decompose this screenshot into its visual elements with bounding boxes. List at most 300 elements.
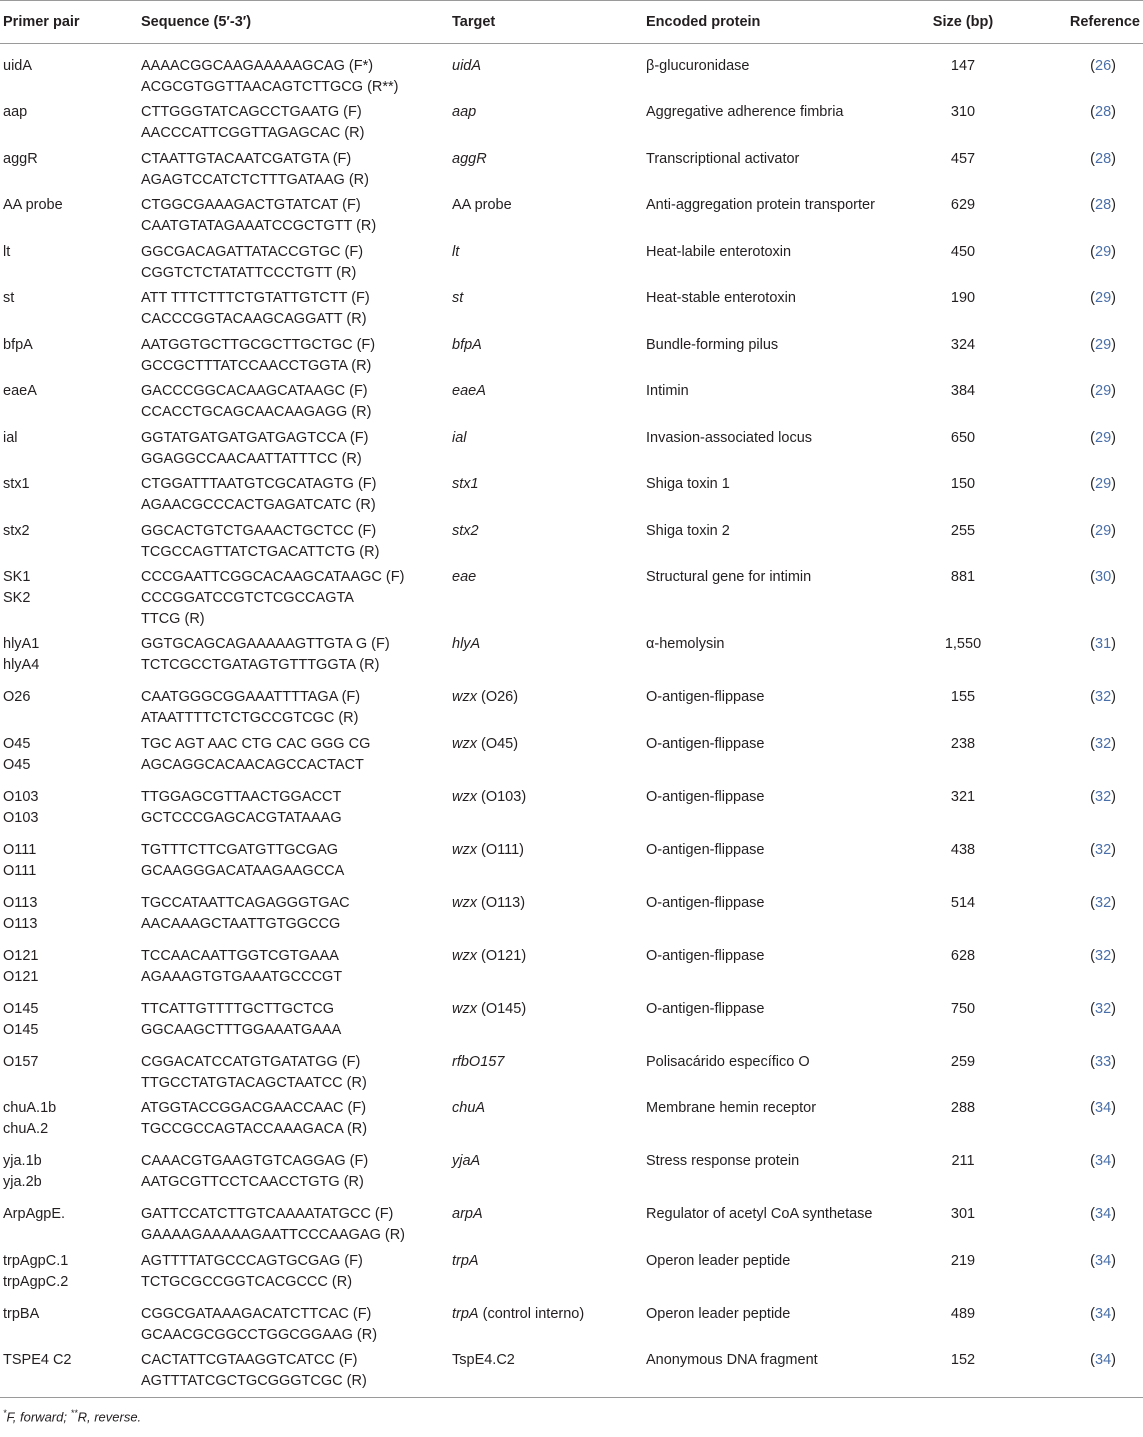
sequence-cell — [141, 238, 452, 285]
reference-link[interactable]: 32 — [1095, 689, 1112, 705]
paren-open: ( — [1090, 841, 1096, 858]
size-value: 321 — [950, 788, 976, 805]
reference-link[interactable]: 29 — [1095, 522, 1112, 539]
table-row — [0, 284, 1143, 331]
sequence-line: GGAGGCCAACAATTATTTCC (R) — [141, 450, 362, 467]
target-gene: bfpA — [452, 336, 482, 353]
reference-cell — [1026, 1300, 1143, 1347]
primer-pair-cell — [0, 470, 141, 517]
target-suffix: (O45) — [476, 735, 519, 752]
reference-cell — [1026, 630, 1143, 683]
paren-close: ) — [1111, 1305, 1116, 1322]
reference-link[interactable]: 32 — [1095, 735, 1112, 752]
size-cell — [900, 470, 1026, 517]
paren-open: ( — [1090, 947, 1096, 964]
size-cell — [900, 1200, 1026, 1247]
reference-cell — [1026, 517, 1143, 564]
sequence-cell — [141, 1346, 452, 1397]
sequence-line: TGCCATAATTCAGAGGGTGAC — [141, 894, 350, 911]
encoded-protein-cell — [646, 1048, 900, 1095]
sequence-cell — [141, 836, 452, 889]
encoded-protein: Operon leader peptide — [646, 1252, 791, 1269]
reference-link[interactable]: 32 — [1095, 1000, 1112, 1017]
sequence-cell — [141, 783, 452, 836]
size-cell — [900, 331, 1026, 378]
primer-name: aggR — [3, 150, 38, 167]
target-cell — [452, 1200, 646, 1247]
encoded-protein-cell — [646, 1147, 900, 1200]
target-gene: uidA — [452, 58, 482, 74]
table-row — [0, 44, 1143, 99]
reference-link[interactable]: 31 — [1095, 636, 1112, 652]
encoded-protein: Invasion-associated locus — [646, 429, 813, 446]
target-cell — [452, 942, 646, 995]
target-cell — [452, 331, 646, 378]
size-value: 628 — [950, 947, 976, 964]
target-gene: stx2 — [452, 522, 479, 539]
paren-close: ) — [1111, 383, 1116, 399]
sequence-line: CTTGGGTATCAGCCTGAATG (F) — [141, 104, 362, 120]
reference-cell — [1026, 98, 1143, 145]
paren-open: ( — [1090, 58, 1096, 74]
primer-name: O121 — [3, 947, 39, 964]
size-value: 324 — [950, 336, 976, 353]
sequence-cell — [141, 424, 452, 471]
sequence-cell — [141, 1247, 452, 1300]
table-row — [0, 730, 1143, 783]
primer-name: uidA — [3, 58, 33, 74]
encoded-protein: Stress response protein — [646, 1153, 800, 1169]
sequence-cell — [141, 331, 452, 378]
size-value: 288 — [950, 1100, 976, 1116]
primer-name: O145 — [3, 1000, 39, 1017]
size-cell — [900, 1346, 1026, 1397]
primer-pair-cell — [0, 1200, 141, 1247]
sequence-line: GACCCGGCACAAGCATAAGC (F) — [141, 383, 368, 399]
target-gene: rfbO157 — [452, 1053, 505, 1070]
target-cell — [452, 377, 646, 424]
encoded-protein-cell — [646, 942, 900, 995]
reference-cell — [1026, 424, 1143, 471]
sequence-line: GATTCCATCTTGTCAAAATATGCC (F) — [141, 1206, 394, 1222]
table-row — [0, 238, 1143, 285]
size-cell — [900, 191, 1026, 238]
paren-close: ) — [1111, 947, 1116, 964]
target-gene: wzx — [452, 689, 477, 705]
target-cell — [452, 517, 646, 564]
target-suffix: (O103) — [476, 788, 527, 805]
table-row — [0, 1094, 1143, 1147]
primer-pair-cell — [0, 377, 141, 424]
target-gene: aggR — [452, 150, 487, 167]
encoded-protein: O-antigen-flippase — [646, 788, 765, 805]
target-suffix: (O121) — [476, 947, 527, 964]
primer-name: O45 — [3, 735, 31, 752]
size-cell — [900, 563, 1026, 630]
target-cell — [452, 783, 646, 836]
sequence-line: GCAAGGGACATAAGAAGCCA — [141, 862, 345, 879]
encoded-protein: Aggregative adherence fimbria — [646, 104, 844, 120]
table-row — [0, 470, 1143, 517]
reference-link[interactable]: 29 — [1095, 383, 1112, 399]
sequence-line: GCCGCTTTATCCAACCTGGTA (R) — [141, 357, 372, 374]
table-row — [0, 1200, 1143, 1247]
encoded-protein-cell — [646, 630, 900, 683]
paren-close: ) — [1111, 569, 1116, 585]
sequence-line: GCTCCCGAGCACGTATAAAG — [141, 809, 342, 826]
table-row — [0, 1048, 1143, 1095]
paren-open: ( — [1090, 1153, 1096, 1169]
reference-link[interactable]: 34 — [1095, 1305, 1112, 1322]
target-cell — [452, 889, 646, 942]
paren-close: ) — [1111, 788, 1116, 805]
target-gene: hlyA — [452, 636, 481, 652]
paren-open: ( — [1090, 689, 1096, 705]
encoded-protein: Shiga toxin 2 — [646, 522, 730, 539]
primer-name: O26 — [3, 689, 31, 705]
primer-name: O157 — [3, 1053, 39, 1070]
encoded-protein: O-antigen-flippase — [646, 947, 765, 964]
paren-open: ( — [1090, 788, 1096, 805]
paren-open: ( — [1090, 1053, 1096, 1070]
paren-close: ) — [1111, 689, 1116, 705]
reference-link[interactable]: 32 — [1095, 894, 1112, 911]
target-gene: chuA — [452, 1100, 486, 1116]
sequence-line: TCTGCGCCGGTCACGCCC (R) — [141, 1273, 353, 1290]
reference-link[interactable]: 34 — [1095, 1252, 1112, 1269]
primer-name: O113 — [3, 915, 38, 932]
table-row — [0, 836, 1143, 889]
table-row — [0, 783, 1143, 836]
primer-name: SK1 — [3, 569, 31, 585]
primer-name: O121 — [3, 968, 39, 985]
primer-name: trpAgpC.1 — [3, 1252, 69, 1269]
paren-open: ( — [1090, 1206, 1096, 1222]
target-gene: aap — [452, 104, 477, 120]
primer-name: stx2 — [3, 522, 30, 539]
sequence-cell — [141, 284, 452, 331]
sequence-cell — [141, 1300, 452, 1347]
encoded-protein-cell — [646, 836, 900, 889]
reference-link[interactable]: 29 — [1095, 336, 1112, 353]
header-target: Target — [452, 1, 646, 44]
sequence-line: ATGGTACCGGACGAACCAAC (F) — [141, 1100, 367, 1116]
reference-link[interactable]: 32 — [1095, 947, 1112, 964]
table-row — [0, 145, 1143, 192]
sequence-cell — [141, 191, 452, 238]
paren-close: ) — [1111, 1153, 1116, 1169]
primer-pair-cell — [0, 284, 141, 331]
sequence-line: AGTTTATCGCTGCGGGTCGC (R) — [141, 1373, 367, 1389]
reference-link[interactable]: 28 — [1095, 197, 1112, 213]
reference-link[interactable]: 28 — [1095, 150, 1112, 167]
paren-close: ) — [1111, 1206, 1116, 1222]
table-row — [0, 1247, 1143, 1300]
paren-close: ) — [1111, 197, 1116, 213]
size-cell — [900, 517, 1026, 564]
sequence-line: ATT TTTCTTTCTGTATTGTCTT (F) — [141, 290, 370, 306]
primer-name: AA probe — [3, 197, 63, 213]
target-suffix: (O111) — [476, 841, 524, 858]
paren-open: ( — [1090, 1305, 1096, 1322]
size-cell — [900, 424, 1026, 471]
sequence-cell — [141, 563, 452, 630]
primer-pair-cell — [0, 517, 141, 564]
paren-close: ) — [1111, 1252, 1116, 1269]
sequence-line: AGCAGGCACAACAGCCACTACT — [141, 756, 364, 773]
reference-cell — [1026, 1147, 1143, 1200]
sequence-cell — [141, 517, 452, 564]
target-cell — [452, 145, 646, 192]
encoded-protein: Regulator of acetyl CoA synthetase — [646, 1206, 873, 1222]
primer-name: chuA.1b — [3, 1100, 57, 1116]
sequence-line: ACGCGTGGTTAACAGTCTTGCG (R**) — [141, 79, 399, 95]
target-gene: arpA — [452, 1206, 483, 1222]
sequence-cell — [141, 630, 452, 683]
paren-open: ( — [1090, 243, 1096, 260]
paren-close: ) — [1111, 1053, 1116, 1070]
target-gene: wzx — [452, 788, 477, 805]
primer-name: O145 — [3, 1021, 39, 1038]
encoded-protein: O-antigen-flippase — [646, 841, 765, 858]
reference-cell — [1026, 1346, 1143, 1397]
size-value: 190 — [950, 290, 976, 306]
encoded-protein-cell — [646, 995, 900, 1048]
target-cell — [452, 191, 646, 238]
size-value: 514 — [950, 894, 976, 911]
paren-open: ( — [1090, 1100, 1096, 1116]
primer-pair-cell — [0, 331, 141, 378]
sequence-line: CCACCTGCAGCAACAAGAGG (R) — [141, 404, 372, 420]
target-cell — [452, 1247, 646, 1300]
target-gene: wzx — [452, 894, 477, 911]
size-value: 457 — [950, 150, 976, 167]
sequence-line: GGTATGATGATGATGAGTCCA (F) — [141, 429, 369, 446]
encoded-protein-cell — [646, 1346, 900, 1397]
sequence-cell — [141, 1048, 452, 1095]
table-footnote — [0, 1408, 1143, 1424]
target-cell — [452, 683, 646, 730]
table-row — [0, 331, 1143, 378]
encoded-protein: Operon leader peptide — [646, 1305, 791, 1322]
reference-link[interactable]: 29 — [1095, 429, 1112, 446]
paren-open: ( — [1090, 636, 1096, 652]
encoded-protein: Membrane hemin receptor — [646, 1100, 817, 1116]
sequence-line: ATAATTTTCTCTGCCGTCGC (R) — [141, 710, 359, 726]
encoded-protein-cell — [646, 331, 900, 378]
size-value: 384 — [950, 383, 976, 399]
header-reference: Reference — [1026, 1, 1143, 44]
reference-link[interactable]: 28 — [1095, 104, 1112, 120]
primer-name: yja.1b — [3, 1153, 42, 1169]
footnote-text-1: F, forward; — [6, 1408, 71, 1424]
reference-link[interactable]: 33 — [1095, 1053, 1112, 1070]
paren-close: ) — [1111, 841, 1116, 858]
reference-cell — [1026, 683, 1143, 730]
primer-name: trpAgpC.2 — [3, 1273, 69, 1290]
target-cell — [452, 98, 646, 145]
table-row — [0, 889, 1143, 942]
size-value: 750 — [950, 1000, 976, 1017]
paren-close: ) — [1111, 1100, 1116, 1116]
paren-close: ) — [1111, 104, 1116, 120]
size-value: 881 — [950, 569, 976, 585]
encoded-protein-cell — [646, 889, 900, 942]
reference-link[interactable]: 29 — [1095, 476, 1112, 492]
primer-pair-cell — [0, 563, 141, 630]
header-size: Size (bp) — [900, 1, 1026, 44]
sequence-cell — [141, 1147, 452, 1200]
sequence-line: CACTATTCGTAAGGTCATCC (F) — [141, 1352, 358, 1368]
target-cell — [452, 44, 646, 99]
reference-link[interactable]: 32 — [1095, 788, 1112, 805]
primer-pair-cell — [0, 783, 141, 836]
primer-name: TSPE4 C2 — [3, 1352, 72, 1368]
primer-name: O45 — [3, 756, 31, 773]
paren-open: ( — [1090, 383, 1096, 399]
reference-link[interactable]: 29 — [1095, 290, 1112, 306]
encoded-protein: β-glucuronidase — [646, 58, 750, 74]
primer-name: ial — [3, 429, 18, 446]
sequence-line: GGCAAGCTTTGGAAATGAAA — [141, 1021, 342, 1038]
paren-close: ) — [1111, 735, 1116, 752]
primer-pair-cell — [0, 1247, 141, 1300]
reference-link[interactable]: 30 — [1095, 569, 1112, 585]
paren-close: ) — [1111, 476, 1116, 492]
size-value: 211 — [951, 1153, 975, 1169]
table-header — [0, 1, 1143, 44]
size-cell — [900, 1048, 1026, 1095]
size-value: 650 — [950, 429, 976, 446]
reference-link[interactable]: 34 — [1095, 1206, 1112, 1222]
sequence-line: AACAAAGCTAATTGTGGCCG — [141, 915, 341, 932]
reference-link[interactable]: 34 — [1095, 1100, 1112, 1116]
primer-name: O113 — [3, 894, 38, 911]
paren-open: ( — [1090, 150, 1096, 167]
reference-link[interactable]: 34 — [1095, 1352, 1112, 1368]
size-value: 147 — [950, 58, 976, 74]
target-gene: wzx — [452, 1000, 477, 1017]
encoded-protein: Polisacárido específico O — [646, 1053, 810, 1070]
primer-name: O103 — [3, 809, 39, 826]
header-encoded-protein: Encoded protein — [646, 1, 900, 44]
reference-cell — [1026, 44, 1143, 99]
primer-name: lt — [3, 243, 11, 260]
sequence-cell — [141, 942, 452, 995]
sequence-line: AGAACGCCCACTGAGATCATC (R) — [141, 497, 376, 513]
primer-pair-cell — [0, 889, 141, 942]
size-cell — [900, 284, 1026, 331]
primer-name: aap — [3, 104, 28, 120]
size-value: 219 — [950, 1252, 976, 1269]
encoded-protein-cell — [646, 517, 900, 564]
reference-link[interactable]: 32 — [1095, 841, 1112, 858]
encoded-protein: O-antigen-flippase — [646, 894, 765, 911]
reference-link[interactable]: 26 — [1095, 58, 1112, 74]
sequence-line: TCCAACAATTGGTCGTGAAA — [141, 947, 339, 964]
encoded-protein: Anti-aggregation protein transporter — [646, 197, 875, 213]
primer-name: chuA.2 — [3, 1121, 49, 1137]
size-value: 450 — [950, 243, 976, 260]
reference-link[interactable]: 29 — [1095, 243, 1112, 260]
encoded-protein-cell — [646, 424, 900, 471]
sequence-line: GGCGACAGATTATACCGTGC (F) — [141, 243, 364, 260]
sequence-cell — [141, 98, 452, 145]
primer-pair-cell — [0, 98, 141, 145]
encoded-protein: Transcriptional activator — [646, 150, 800, 167]
primer-pair-cell — [0, 1147, 141, 1200]
encoded-protein-cell — [646, 377, 900, 424]
target-suffix: TspE4.C2 — [452, 1352, 515, 1368]
sequence-line: CCCGGATCCGTCTCGCCAGTA — [141, 590, 354, 606]
target-cell — [452, 995, 646, 1048]
encoded-protein-cell — [646, 730, 900, 783]
sequence-cell — [141, 683, 452, 730]
encoded-protein: Intimin — [646, 383, 689, 399]
table-body — [0, 44, 1143, 1398]
reference-link[interactable]: 34 — [1095, 1153, 1112, 1169]
paren-open: ( — [1090, 1000, 1096, 1017]
size-cell — [900, 1147, 1026, 1200]
footnote-text-2: R, reverse. — [77, 1408, 142, 1424]
primer-pair-cell — [0, 1048, 141, 1095]
table-row — [0, 630, 1143, 683]
encoded-protein-cell — [646, 98, 900, 145]
size-cell — [900, 836, 1026, 889]
size-value: 629 — [950, 197, 976, 213]
size-value: 255 — [950, 522, 976, 539]
table-row — [0, 98, 1143, 145]
encoded-protein-cell — [646, 191, 900, 238]
sequence-line: AGTTTTATGCCCAGTGCGAG (F) — [141, 1252, 363, 1269]
sequence-cell — [141, 889, 452, 942]
primer-pair-cell — [0, 836, 141, 889]
target-gene: eae — [452, 569, 477, 585]
reference-cell — [1026, 730, 1143, 783]
encoded-protein-cell — [646, 470, 900, 517]
target-gene: st — [452, 290, 464, 306]
paren-close: ) — [1111, 58, 1116, 74]
target-cell — [452, 1300, 646, 1347]
target-suffix: (O113) — [476, 894, 526, 911]
encoded-protein-cell — [646, 145, 900, 192]
paren-open: ( — [1090, 1252, 1096, 1269]
reference-cell — [1026, 470, 1143, 517]
size-cell — [900, 730, 1026, 783]
target-gene: trpA — [452, 1305, 479, 1322]
sequence-cell — [141, 995, 452, 1048]
sequence-line: AGAAAGTGTGAAATGCCCGT — [141, 968, 343, 985]
sequence-line: TCGCCAGTTATCTGACATTCTG (R) — [141, 543, 380, 560]
target-cell — [452, 1094, 646, 1147]
paren-open: ( — [1090, 290, 1096, 306]
sequence-line: TTCATTGTTTTGCTTGCTCG — [141, 1000, 335, 1017]
target-gene: trpA — [452, 1252, 479, 1269]
primer-name: ArpAgpE. — [3, 1206, 66, 1222]
target-cell — [452, 836, 646, 889]
encoded-protein: Structural gene for intimin — [646, 569, 812, 585]
paren-close: ) — [1111, 429, 1116, 446]
primer-name: yja.2b — [3, 1174, 42, 1190]
table-row — [0, 1300, 1143, 1347]
encoded-protein-cell — [646, 284, 900, 331]
paren-close: ) — [1111, 290, 1116, 306]
sequence-line: AATGGTGCTTGCGCTTGCTGC (F) — [141, 336, 376, 353]
primer-pair-cell — [0, 683, 141, 730]
table-row — [0, 942, 1143, 995]
reference-cell — [1026, 1094, 1143, 1147]
target-gene: wzx — [452, 735, 477, 752]
